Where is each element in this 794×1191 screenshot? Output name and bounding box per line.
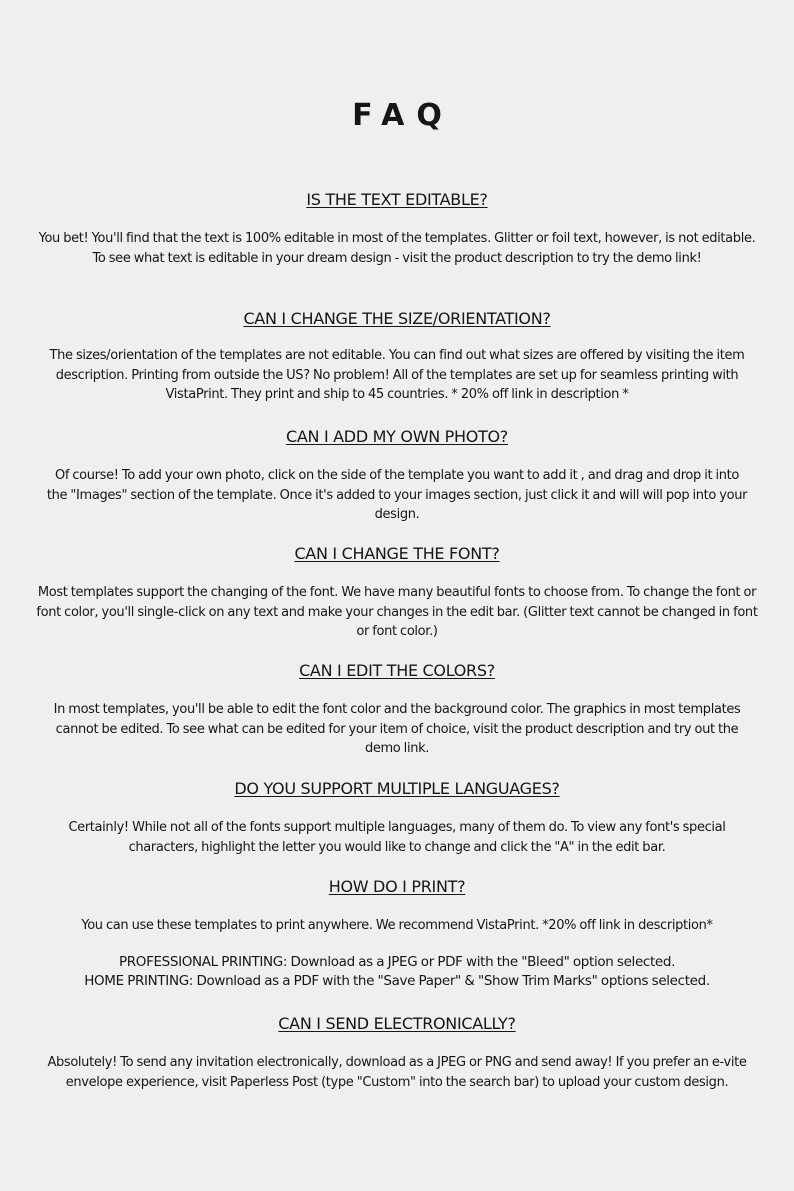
faq-item-print: [0, 876, 794, 992]
faq-question: CAN I ADD MY OWN PHOTO?: [285, 427, 508, 446]
faq-item-languages: [0, 778, 794, 857]
faq-question: CAN I SEND ELECTRONICALLY?: [278, 1014, 516, 1033]
professional-printing-line: PROFESSIONAL PRINTING: Download as a JPEG or PDF with the "Bleed" option selected.: [118, 953, 676, 970]
faq-item-own-photo: [0, 426, 794, 525]
faq-question: IS THE TEXT EDITABLE?: [306, 190, 488, 209]
faq-answer: The sizes/orientation of the templates are not editable. You can find out what sizes are offered by visiting the item description. Printing from outside the US? No problem! All of the templates are set up for seamless printing with VistaPrint. They print and ship to 45 countries. * 20% off link in description *: [49, 348, 745, 402]
page-title: FAQ: [352, 98, 454, 133]
faq-question: CAN I EDIT THE COLORS?: [299, 661, 495, 680]
faq-item-size-orientation: [0, 308, 794, 405]
faq-item-text-editable: [0, 189, 794, 268]
faq-answer: Certainly! While not all of the fonts support multiple languages, many of them do. To view any font's special characters, highlight the letter you would like to change and click the "A" in the edit bar.: [68, 820, 726, 855]
faq-answer: Absolutely! To send any invitation electronically, download as a JPEG or PNG and send away! If you prefer an e-vite envelope experience, visit Paperless Post (type "Custom" into the search bar) to upload your custom design.: [47, 1055, 747, 1090]
faq-question: CAN I CHANGE THE SIZE/ORIENTATION?: [243, 309, 551, 328]
faq-answer: You can use these templates to print anywhere. We recommend VistaPrint. *20% off link in description*: [81, 918, 713, 933]
faq-item-send-electronically: [0, 1013, 794, 1092]
print-options: [0, 953, 794, 992]
home-printing-line: HOME PRINTING: Download as a PDF with the "Save Paper" & "Show Trim Marks" options selected.: [84, 973, 710, 989]
faq-item-change-font: [0, 543, 794, 642]
faq-answer: You bet! You'll find that the text is 100% editable in most of the templates. Glitter or foil text, however, is not editable. To see what text is editable in your dream design - visit the product description to try the demo link!: [38, 231, 756, 266]
faq-question: DO YOU SUPPORT MULTIPLE LANGUAGES?: [234, 779, 560, 798]
faq-answer: In most templates, you'll be able to edit the font color and the background color. The graphics in most templates cannot be edited. To see what can be edited for your item of choice, visit the product description and try out the demo link.: [53, 702, 741, 756]
faq-question: CAN I CHANGE THE FONT?: [294, 544, 500, 563]
faq-question: HOW DO I PRINT?: [328, 877, 466, 896]
faq-answer: Most templates support the changing of the font. We have many beautiful fonts to choose from. To change the font or font color, you'll single-click on any text and make your changes in the edit bar. (Glitter text cannot be changed in font or font color.): [36, 585, 758, 639]
faq-answer: Of course! To add your own photo, click on the side of the template you want to add it , and drag and drop it into the "Images" section of the template. Once it's added to your images section, just click it and will will pop into your design.: [46, 468, 748, 522]
faq-item-edit-colors: [0, 660, 794, 759]
